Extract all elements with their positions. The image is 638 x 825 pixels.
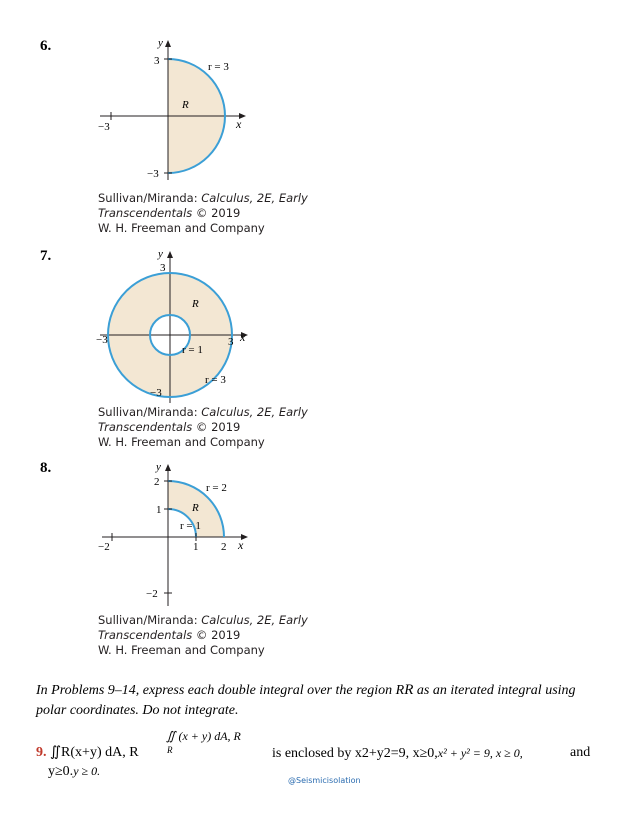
- tick-left: −3: [96, 334, 108, 346]
- tick-x1: 1: [193, 541, 199, 553]
- axis-label-y: y: [158, 248, 163, 260]
- credit-7: Sullivan/Miranda: Calculus, 2E, Early Transcendentals © 2019 W. H. Freeman and Company: [98, 405, 308, 449]
- math-integral: ∬ (x + y) dA, R: [166, 729, 241, 743]
- math-integral-subscript: R: [167, 745, 173, 755]
- figure-6: [90, 30, 260, 190]
- axis-label-x: x: [238, 538, 244, 552]
- inner-curve-label: r = 1: [182, 344, 203, 356]
- tick-bottom: −2: [146, 588, 158, 600]
- instructions: In Problems 9–14, express each double integral over the region RR as an iterated integral using polar coordinates. Do not integrate.: [36, 682, 576, 718]
- axis-label-x: x: [236, 117, 242, 131]
- problem-7-number: 7.: [40, 248, 52, 264]
- axis-label-x: x: [240, 330, 246, 344]
- problem-9-line2: y≥0.y ≥ 0.: [48, 764, 101, 779]
- figure-8: [92, 456, 257, 608]
- credit-6: Sullivan/Miranda: Calculus, 2E, Early Transcendentals © 2019 W. H. Freeman and Company: [98, 191, 308, 235]
- problem-9-integral-text: ∬R(x+y) dA, R: [50, 745, 139, 760]
- axis-label-y: y: [156, 461, 161, 473]
- figure-7: [92, 245, 252, 405]
- region-symbol: R: [404, 682, 414, 698]
- tick-bottom: −3: [147, 168, 159, 180]
- problem-8-number: 8.: [40, 460, 52, 476]
- region-label: R: [182, 99, 189, 111]
- watermark: @Seismicisolation: [288, 776, 361, 785]
- tick-y2: 2: [154, 476, 160, 488]
- problem-9-condition: is enclosed by x2+y2=9, x≥0,x² + y² = 9, x ≥ 0,: [272, 746, 523, 761]
- tick-top: 3: [154, 55, 160, 67]
- tick-x2: 2: [221, 541, 227, 553]
- outer-curve-label: r = 2: [206, 482, 227, 494]
- inner-curve-label: r = 1: [180, 520, 201, 532]
- tick-left: −3: [98, 121, 110, 133]
- credit-8: Sullivan/Miranda: Calculus, 2E, Early Transcendentals © 2019 W. H. Freeman and Company: [98, 613, 308, 657]
- region-label: R: [192, 298, 199, 310]
- curve-label: r = 3: [208, 61, 229, 73]
- region-label: R: [192, 502, 199, 514]
- tick-y1: 1: [156, 504, 162, 516]
- axis-label-y: y: [158, 37, 163, 49]
- problem-9-number: 9.: [36, 745, 47, 760]
- tick-left: −2: [98, 541, 110, 553]
- tick-bottom: −3: [150, 387, 162, 399]
- tick-top: 3: [160, 262, 166, 274]
- outer-curve-label: r = 3: [205, 374, 226, 386]
- problem-9-and: and: [570, 745, 591, 760]
- tick-right: 3: [228, 336, 234, 348]
- problem-6-number: 6.: [40, 38, 52, 54]
